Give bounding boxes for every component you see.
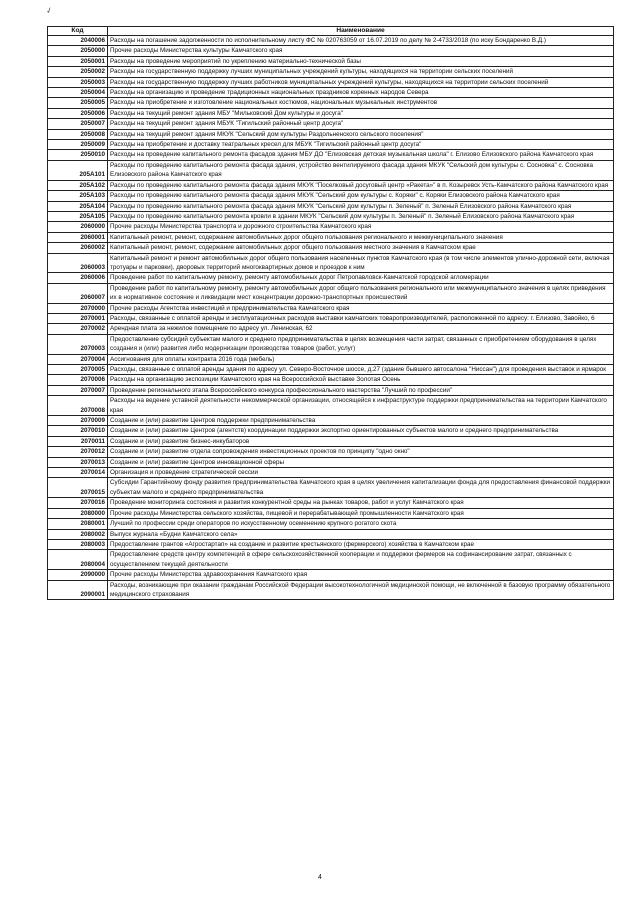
row-code: 2050002 xyxy=(48,67,108,77)
table-row xyxy=(48,201,614,211)
row-code: 2060001 xyxy=(48,232,108,242)
table-row xyxy=(48,150,614,160)
row-name: Расходы по проведению капитального ремонта фасада здания, устройство вентилируемого фасада здания МКУК "Сельский дом культуры с. Сосновка" с. Сосновка Елизовского района Камчатского края xyxy=(108,160,614,180)
table-row xyxy=(48,119,614,129)
table-row xyxy=(48,580,614,600)
row-code: 205A104 xyxy=(48,201,108,211)
row-code: 2090000 xyxy=(48,570,108,580)
row-code: 205A102 xyxy=(48,180,108,190)
row-name: Ассигнования для оплаты контракта 2016 года (мебель) xyxy=(108,354,614,364)
table-row xyxy=(48,354,614,364)
table-row xyxy=(48,426,614,436)
row-name: Организация и проведение стратегической сессии xyxy=(108,468,614,478)
row-name: Капитальный ремонт, ремонт, содержание автомобильных дорог общего пользования регионального и межмуниципального значения xyxy=(108,232,614,242)
row-name: Расходы на приобретение и изготовление национальных костюмов, национальных музыкальных инструментов xyxy=(108,98,614,108)
row-code: 2090001 xyxy=(48,580,108,600)
row-code: 2070010 xyxy=(48,426,108,436)
row-name: Прочие расходы Агентства инвестиций и предпринимательства Камчатского края xyxy=(108,303,614,313)
row-code: 2060003 xyxy=(48,253,108,273)
row-code: 2040006 xyxy=(48,36,108,46)
row-name: Расходы по проведению капитального ремонта фасада здания МКУК "Поселковый досуговый центр «Ракета»" в п. Козыревск Усть-Камчатского района Камчатского края xyxy=(108,180,614,190)
row-code: 2070007 xyxy=(48,385,108,395)
page-number: 4 xyxy=(318,874,322,881)
row-name: Создание и (или) развитие Центров (агентств) координации поддержки экспортно ориентированных субъектов малого и среднего предпринимательства xyxy=(108,426,614,436)
row-name: Выпуск журнала «Будни Камчатского села» xyxy=(108,529,614,539)
row-name: Проведение мониторинга состояния и развития конкурентной среды на рынках товаров, работ и услуг Камчатского края xyxy=(108,498,614,508)
row-code: 205A105 xyxy=(48,211,108,221)
table-row xyxy=(48,180,614,190)
row-code: 2050007 xyxy=(48,119,108,129)
row-name: Расходы на государственную поддержку лучших работников муниципальных учреждений культуры, находящихся на территории сельских поселений xyxy=(108,77,614,87)
row-name: Проведение работ по капитальному ремонту, ремонту автомобильных дорог Петропавловск-Камчатской городской агломерации xyxy=(108,273,614,283)
row-code: 2050008 xyxy=(48,129,108,139)
table-row xyxy=(48,313,614,323)
row-name: Лучший по профессии среди операторов по искусственному осеменению крупного рогатого скота xyxy=(108,519,614,529)
table-row xyxy=(48,436,614,446)
row-name: Расходы на проведение капитального ремонта фасадов здания МБУ ДО "Елизовская детская музыкальная школа" г. Елизово Елизовского района Камчатского края xyxy=(108,150,614,160)
row-name: Расходы на государственную поддержку лучших муниципальных учреждений культуры, находящихся на территории сельских поселений xyxy=(108,67,614,77)
table-row xyxy=(48,36,614,46)
table-row xyxy=(48,457,614,467)
row-code: 2080003 xyxy=(48,539,108,549)
row-code: 2070014 xyxy=(48,468,108,478)
table-row xyxy=(48,570,614,580)
row-name: Расходы на ведение уставной деятельности некоммерческой организации, относящейся к инфраструктуре поддержки предпринимательства на территории Камчатского края xyxy=(108,396,614,416)
row-name: Капитальный ремонт, ремонт, содержание автомобильных дорог общего пользования местного значения в Камчатском крае xyxy=(108,243,614,253)
table-row xyxy=(48,253,614,273)
row-name: Арендная плата за нежилое помещение по адресу ул. Ленинская, 62 xyxy=(108,324,614,334)
row-code: 2070004 xyxy=(48,354,108,364)
table-row xyxy=(48,98,614,108)
table-row xyxy=(48,46,614,56)
table-row xyxy=(48,334,614,354)
row-code: 2070009 xyxy=(48,416,108,426)
table-row xyxy=(48,88,614,98)
row-code: 2050005 xyxy=(48,98,108,108)
row-code: 2050004 xyxy=(48,88,108,98)
row-name: Расходы на текущий ремонт здания МБУ "Мильковский Дом культуры и досуга" xyxy=(108,108,614,118)
row-name: Расходы на организацию экспозиции Камчатского края на Всероссийской выставке Золотая Осень xyxy=(108,375,614,385)
table-row xyxy=(48,468,614,478)
table-row xyxy=(48,56,614,66)
table-row xyxy=(48,140,614,150)
row-code: 2070016 xyxy=(48,498,108,508)
row-code: 2070015 xyxy=(48,478,108,498)
row-code: 2060000 xyxy=(48,222,108,232)
row-code: 2070006 xyxy=(48,375,108,385)
table-row xyxy=(48,478,614,498)
row-code: 205A103 xyxy=(48,191,108,201)
table-row xyxy=(48,232,614,242)
row-code: 2070008 xyxy=(48,396,108,416)
table-row xyxy=(48,191,614,201)
row-name: Прочие расходы Министерства транспорта и дорожного строительства Камчатского края xyxy=(108,222,614,232)
table-row xyxy=(48,519,614,529)
row-code: 2050001 xyxy=(48,56,108,66)
row-name: Расходы по проведению капитального ремонта фасада здания МКУК "Сельский дом культуры с. Коряки" с. Коряки Елизовского района Камчатского края xyxy=(108,191,614,201)
row-code: 2070002 xyxy=(48,324,108,334)
table-row xyxy=(48,160,614,180)
table-row xyxy=(48,324,614,334)
row-name: Субсидии Гарантийному фонду развития предпринимательства Камчатского края в целях увеличения капитализации фонда для предоставления финансовой поддержки субъектам малого и среднего предпринимательства xyxy=(108,478,614,498)
row-code: 2070011 xyxy=(48,436,108,446)
table-row xyxy=(48,273,614,283)
row-name: Создание и (или) развитие отдела сопровождения инвестиционных проектов по принципу "одно окно" xyxy=(108,447,614,457)
table-header-row xyxy=(48,27,614,36)
table-row xyxy=(48,375,614,385)
row-name: Расходы на текущий ремонт здания МКУК "Сельский дом культуры Раздольненского сельского поселения" xyxy=(108,129,614,139)
row-code: 2070003 xyxy=(48,334,108,354)
table-row xyxy=(48,416,614,426)
table-row xyxy=(48,396,614,416)
row-code: 2070013 xyxy=(48,457,108,467)
corner-check-mark: ✓ xyxy=(44,5,55,16)
table-row xyxy=(48,529,614,539)
row-code: 2070012 xyxy=(48,447,108,457)
row-name: Прочие расходы Министерства здравоохранения Камчатского края xyxy=(108,570,614,580)
table-row xyxy=(48,447,614,457)
row-name: Расходы, связанные с оплатой аренды и эксплуатационных расходов выставки камчатских товаропроизводителей, расположенной по адресу: г. Елизово, Завойко, 6 xyxy=(108,313,614,323)
row-code: 205A101 xyxy=(48,160,108,180)
row-name: Предоставление средств центру компетенций в сфере сельскохозяйственной кооперации и поддержки фермеров на софинансирование затрат, связанных с осуществлением текущей деятельности xyxy=(108,550,614,570)
table-row xyxy=(48,303,614,313)
row-name: Проведение работ по капитальному ремонту, ремонту автомобильных дорог общего пользования регионального или межмуниципального значения в целях приведения их в нормативное состояние и ликвидации мест концентрации дорожно-транспортных происшествий xyxy=(108,283,614,303)
row-name: Создание и (или) развитие Центров поддержки предпринимательства xyxy=(108,416,614,426)
row-code: 2070001 xyxy=(48,313,108,323)
row-name: Расходы на приобретение и доставку театральных кресел для МБУК "Тигильский районный центр досуга" xyxy=(108,140,614,150)
table-row xyxy=(48,508,614,518)
row-name: Расходы на текущий ремонт здания МБУК "Тигильский районный центр досуга" xyxy=(108,119,614,129)
row-name: Проведение регионального этапа Всероссийского конкурса профессионального мастерства "Лучший по профессии" xyxy=(108,385,614,395)
table-row xyxy=(48,498,614,508)
row-code: 2060006 xyxy=(48,273,108,283)
row-code: 2050009 xyxy=(48,140,108,150)
row-name: Прочие расходы Министерства культуры Камчатского края xyxy=(108,46,614,56)
budget-codes-table xyxy=(47,26,614,600)
table-row xyxy=(48,243,614,253)
row-code: 2080002 xyxy=(48,529,108,539)
row-name: Расходы, связанные с оплатой аренды здания по адресу ул. Северо-Восточное шоссе, д.27 (здание бывшего автосалона "Ниссан") для проведения выставок и ярмарок xyxy=(108,365,614,375)
row-name: Создание и (или) развитие бизнес-инкубаторов xyxy=(108,436,614,446)
row-name: Расходы по проведению капитального ремонта фасада здания МКУК "Сельский дом культуры п. Зеленый" п. Зеленый Елизовского района Камчатского края xyxy=(108,201,614,211)
row-name: Расходы по проведению капитального ремонта кровли в здании МКУК "Сельский дом культуры п. Зеленый" п. Зеленый Елизовского района Камчатского края xyxy=(108,211,614,221)
row-name: Создание и (или) развитие Центров инновационной сферы xyxy=(108,457,614,467)
table-row xyxy=(48,222,614,232)
row-name: Прочие расходы Министерства сельского хозяйства, пищевой и перерабатывающей промышленности Камчатского края xyxy=(108,508,614,518)
row-code: 2080004 xyxy=(48,550,108,570)
table-row xyxy=(48,550,614,570)
table-row xyxy=(48,77,614,87)
table-row xyxy=(48,283,614,303)
row-name: Расходы, возникающие при оказании гражданам Российской Федерации высокотехнологичной медицинской помощи, не включенной в базовую программу обязательного медицинского страхования xyxy=(108,580,614,600)
row-code: 2050003 xyxy=(48,77,108,87)
row-code: 2070000 xyxy=(48,303,108,313)
table-body xyxy=(48,36,614,600)
table-row xyxy=(48,365,614,375)
row-code: 2050010 xyxy=(48,150,108,160)
table-row xyxy=(48,385,614,395)
column-header-name: Наименование xyxy=(108,27,614,36)
row-name: Расходы на погашение задолженности по исполнительному листу ФС № 020763059 от 16.07.2019 по делу № 2-4733/2018 (по иску Бондаренко В.Д.) xyxy=(108,36,614,46)
table-row xyxy=(48,67,614,77)
table-row xyxy=(48,108,614,118)
row-code: 2070005 xyxy=(48,365,108,375)
row-code: 2050000 xyxy=(48,46,108,56)
row-name: Предоставление субсидий субъектам малого и среднего предпринимательства в целях возмещения части затрат, связанных с приобретением оборудования в целях создания и (или) развития либо модернизации производства товаров (работ, услуг) xyxy=(108,334,614,354)
column-header-code: Код xyxy=(48,27,108,36)
row-name: Предоставление грантов «Агростартап» на создание и развитие крестьянского (фермерского) хозяйства в Камчатском крае xyxy=(108,539,614,549)
row-name: Расходы на проведение мероприятий по укреплению материально-технической базы xyxy=(108,56,614,66)
row-code: 2080001 xyxy=(48,519,108,529)
table-row xyxy=(48,129,614,139)
row-code: 2060002 xyxy=(48,243,108,253)
row-code: 2050006 xyxy=(48,108,108,118)
row-code: 2060007 xyxy=(48,283,108,303)
row-name: Расходы на организацию и проведение традиционных национальных праздников коренных народов Севера xyxy=(108,88,614,98)
row-name: Капитальный ремонт и ремонт автомобильных дорог общего пользования населенных пунктов Камчатского края (в том числе элементов улично-дорожной сети, включая тротуары и парковки), дворовых территорий многоквартирных домов и проездов к ним xyxy=(108,253,614,273)
row-code: 2080000 xyxy=(48,508,108,518)
table-row xyxy=(48,539,614,549)
table-row xyxy=(48,211,614,221)
